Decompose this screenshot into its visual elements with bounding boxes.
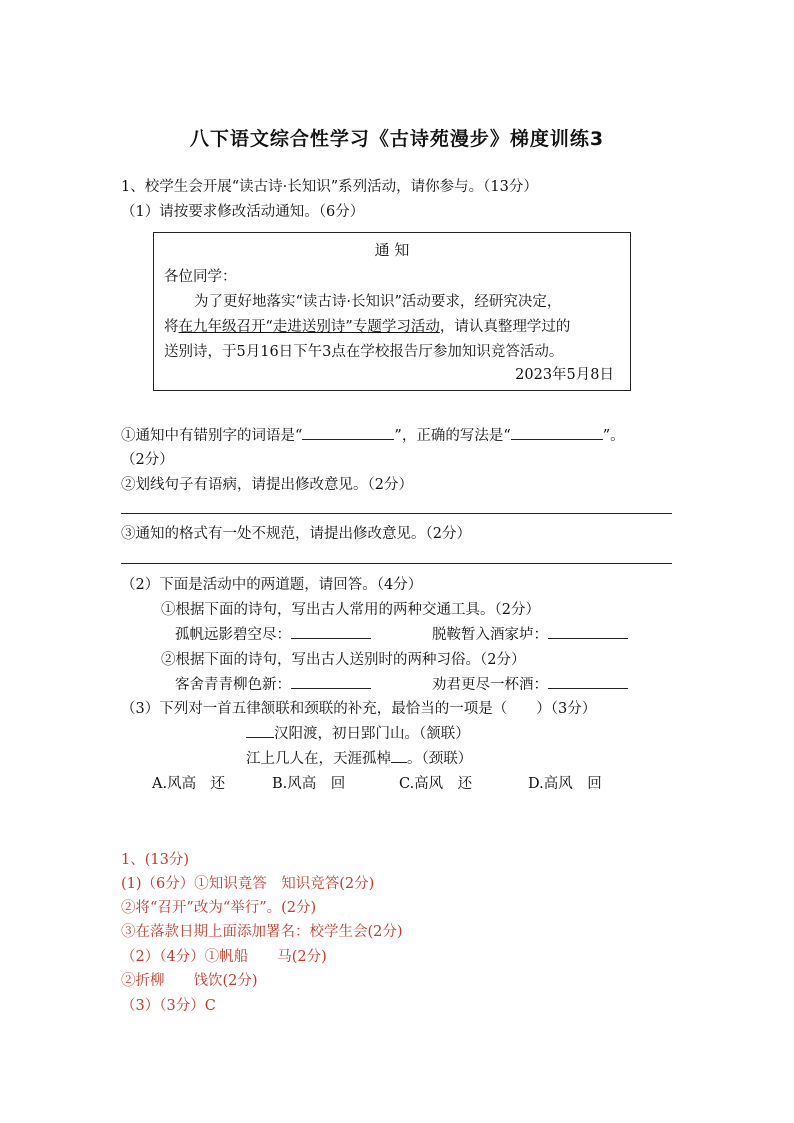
notice-line-2	[164, 315, 570, 336]
answer-blank[interactable]	[511, 425, 603, 440]
answer-line-3: ②将“召开”改为“举行”。(2分)	[121, 900, 317, 916]
notice-box	[153, 232, 631, 391]
sub-question-2: ②划线句子有语病，请提出修改意见。（2分）	[121, 477, 413, 493]
part-2-question-2-item-b	[432, 673, 628, 694]
answer-line-2: (1)（6分）①知识竟答 知识竞答(2分)	[121, 876, 375, 892]
answer-blank[interactable]	[302, 425, 394, 440]
notice-line-1: 为了更好地落实“读古诗·长知识”活动要求，经研究决定，	[194, 294, 562, 310]
answer-line[interactable]	[121, 563, 672, 564]
poem-line: 劝君更尽一杯酒：	[432, 677, 548, 693]
notice-date: 2023年5月8日	[515, 367, 614, 383]
option-b[interactable]: B.风高 回	[272, 776, 346, 792]
part-3-line-2	[246, 747, 472, 768]
notice-line-3: 送别诗，于5月16日下午3点在学校报告厅参加知识竞答活动。	[164, 344, 564, 360]
option-a[interactable]: A.风高 还	[152, 776, 226, 792]
answer-line[interactable]	[121, 513, 672, 514]
answer-line-5: （2）（4分）①帆船 马(2分)	[121, 949, 327, 965]
answer-line-4: ③在落款日期上面添加署名：校学生会(2分)	[121, 924, 403, 940]
question-1-stem: 1、校学生会开展“读古诗·长知识”系列活动，请你参与。（13分）	[121, 179, 538, 195]
poem-line: 。（颈联）	[407, 751, 473, 767]
option-c[interactable]: C.高风 还	[399, 776, 473, 792]
question-1-part-3: （3）下列对一首五律颔联和颈联的补充，最恰当的一项是（ ）（3分）	[121, 701, 597, 717]
question-1-part-1: （1）请按要求修改活动通知。（6分）	[121, 204, 365, 220]
option-d[interactable]: D.高风 回	[528, 776, 602, 792]
answer-line-6: ②折柳 饯饮(2分)	[121, 973, 258, 989]
page-title: 八下语文综合性学习《古诗苑漫步》梯度训练3	[189, 128, 605, 150]
notice-line-2-post: ，请认真整理学过的	[439, 319, 571, 335]
answer-line-7: （3）（3分）C	[121, 998, 216, 1014]
answer-line-1: 1、(13分)	[121, 852, 189, 868]
underlined-sentence: 在九年级召开“走进送别诗”专题学习活动	[178, 319, 440, 335]
part-2-question-2: ②根据下面的诗句，写出古人送别时的两种习俗。（2分）	[161, 652, 526, 668]
poem-line: 脱鞍暂入酒家垆：	[432, 627, 548, 643]
sub-question-1	[121, 424, 625, 445]
notice-greeting: 各位同学：	[164, 269, 237, 285]
part-2-question-1: ①根据下面的诗句，写出古人常用的两种交通工具。（2分）	[161, 602, 540, 618]
answer-blank[interactable]	[291, 624, 371, 639]
answer-blank[interactable]	[246, 723, 274, 738]
answer-blank[interactable]	[291, 674, 371, 689]
sub-question-1-text-a: ①通知中有错别字的词语是“	[121, 428, 303, 444]
sub-question-1-text-b: ”，正确的写法是“	[394, 428, 511, 444]
answer-blank[interactable]	[548, 674, 628, 689]
part-2-question-1-item-a	[175, 623, 371, 644]
sub-question-3: ③通知的格式有一处不规范，请提出修改意见。（2分）	[121, 526, 471, 542]
part-2-question-2-item-a	[175, 673, 371, 694]
sub-question-1-score: （2分）	[121, 452, 174, 468]
part-3-line-1	[246, 722, 470, 743]
poem-line: 孤帆远影碧空尽：	[175, 627, 291, 643]
poem-line: 客舍青青柳色新：	[175, 677, 291, 693]
notice-line-2-pre: 将	[164, 319, 179, 335]
part-2-question-1-item-b	[432, 623, 628, 644]
answer-blank[interactable]	[548, 624, 628, 639]
question-1-part-2: （2）下面是活动中的两道题，请回答。（4分）	[121, 577, 423, 593]
poem-line: 江上几人在，天涯孤棹	[246, 751, 391, 767]
notice-heading: 通 知	[374, 241, 410, 259]
sub-question-1-text-c: ”。	[602, 428, 625, 444]
answer-blank[interactable]	[391, 748, 407, 763]
poem-line: 汉阳渡，初日郢门山。（颔联）	[274, 726, 470, 742]
